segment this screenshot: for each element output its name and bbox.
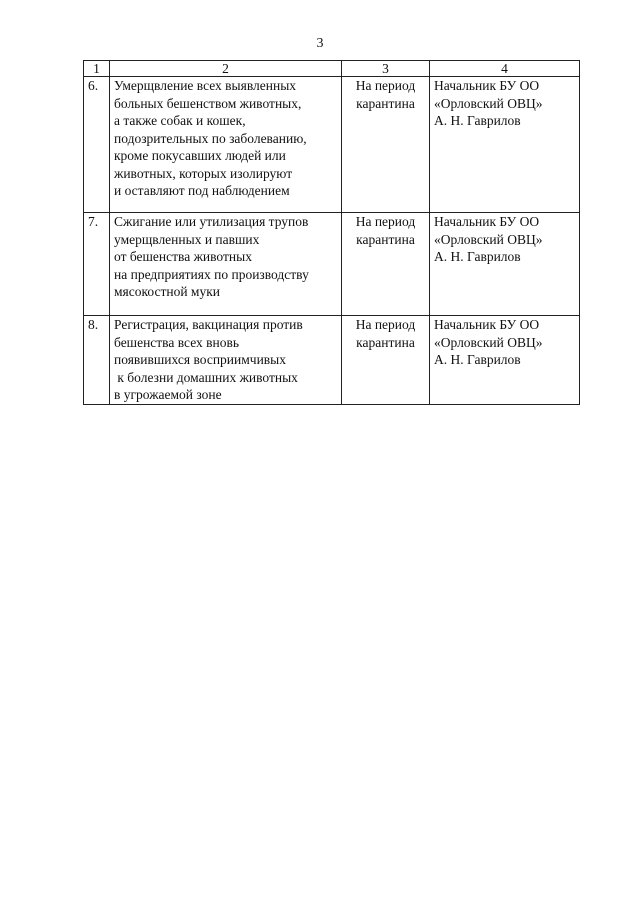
measure-period [342, 316, 430, 405]
responsible-line: «Орловский ОВЦ» [434, 334, 543, 350]
period-line: На период [355, 214, 416, 229]
column-header-1: 1 [84, 61, 110, 77]
responsible-line: Начальник БУ ОО [434, 317, 540, 332]
description-line: больных бешенством животных, [114, 95, 302, 111]
period-line: На период [355, 317, 416, 332]
responsible-line: Начальник БУ ОО [434, 78, 540, 93]
column-header-2: 2 [110, 61, 342, 77]
description-line: в угрожаемой зоне [114, 387, 222, 402]
description-line: животных, которых изолируют [114, 165, 293, 181]
row-number: 6. [84, 77, 110, 213]
table-row [84, 316, 580, 405]
table-row [84, 77, 580, 213]
measures-table [83, 60, 580, 405]
description-line: подозрительных по заболеванию, [114, 130, 307, 146]
measure-responsible [430, 77, 580, 213]
table-row [84, 213, 580, 316]
period-line: карантина [356, 231, 415, 247]
measure-description [110, 213, 342, 316]
responsible-line: А. Н. Гаврилов [434, 249, 521, 264]
column-header-3: 3 [342, 61, 430, 77]
measure-description [110, 316, 342, 405]
description-line: умерщвленных и павших [114, 231, 260, 247]
row-number: 7. [84, 213, 110, 316]
responsible-line: Начальник БУ ОО [434, 214, 540, 229]
column-header-4: 4 [430, 61, 580, 77]
responsible-line: «Орловский ОВЦ» [434, 95, 543, 111]
period-line: На период [355, 78, 416, 93]
measure-period [342, 77, 430, 213]
measure-period [342, 213, 430, 316]
table-header-row [84, 61, 580, 77]
description-line: Умерщвление всех выявленных [114, 78, 297, 93]
description-line: появившихся восприимчивых [114, 352, 286, 367]
measure-description [110, 77, 342, 213]
description-line: Сжигание или утилизация трупов [114, 214, 309, 229]
measure-responsible [430, 316, 580, 405]
period-line: карантина [356, 334, 415, 350]
description-line: а также собак и кошек, [114, 113, 246, 128]
description-line: кроме покусавших людей или [114, 148, 286, 163]
measure-responsible [430, 213, 580, 316]
description-line: бешенства всех вновь [114, 334, 240, 350]
description-line: и оставляют под наблюдением [114, 183, 290, 198]
description-line: на предприятиях по производству [114, 266, 309, 282]
responsible-line: А. Н. Гаврилов [434, 352, 521, 367]
description-line: мясокостной муки [114, 284, 220, 299]
period-line: карантина [356, 95, 415, 111]
responsible-line: «Орловский ОВЦ» [434, 231, 543, 247]
description-line: Регистрация, вакцинация против [114, 317, 303, 332]
responsible-line: А. Н. Гаврилов [434, 113, 521, 128]
description-line: к болезни домашних животных [114, 369, 298, 385]
page-number: 3 [316, 36, 324, 51]
row-number: 8. [84, 316, 110, 405]
description-line: от бешенства животных [114, 249, 252, 264]
